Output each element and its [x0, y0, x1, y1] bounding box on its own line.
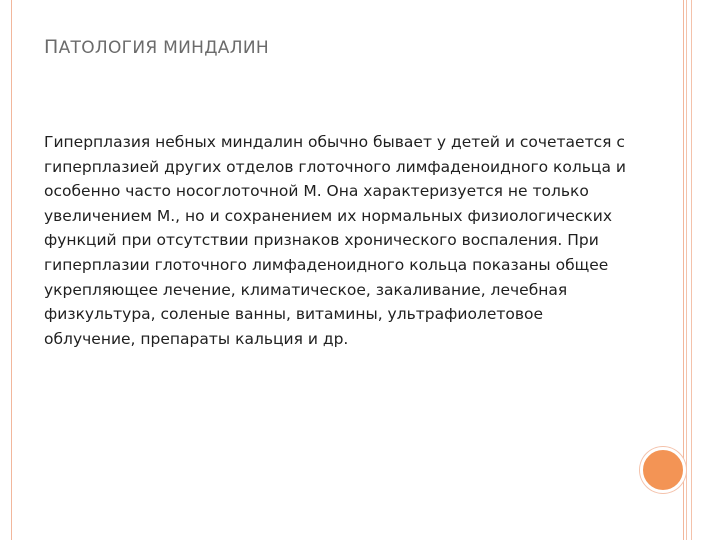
title-first-letter: П — [44, 36, 59, 58]
body-paragraph: Гиперплазия небных миндалин обычно бывает у детей и сочетается с гиперплазией других отделов глоточного лимфаденоидного кольца и особенно часто носоглоточной М. Она характеризуется не только увеличением М., но и сохранением их нормальных физиологических функций при отсутствии признаков хронического воспаления. При гиперплазии глоточного лимфаденоидного кольца показаны общее укрепляющее лечение, климатическое, закаливание, лечебная физкультура, соленые ванны, витамины, ультрафиолетовое облучение, препараты кальция и др. — [44, 133, 626, 348]
decorative-line — [691, 0, 692, 540]
title-rest: АТОЛОГИЯ МИНДАЛИН — [58, 38, 269, 58]
decorative-circle-icon — [640, 447, 686, 493]
slide-title — [44, 36, 269, 58]
decorative-line — [686, 0, 687, 540]
